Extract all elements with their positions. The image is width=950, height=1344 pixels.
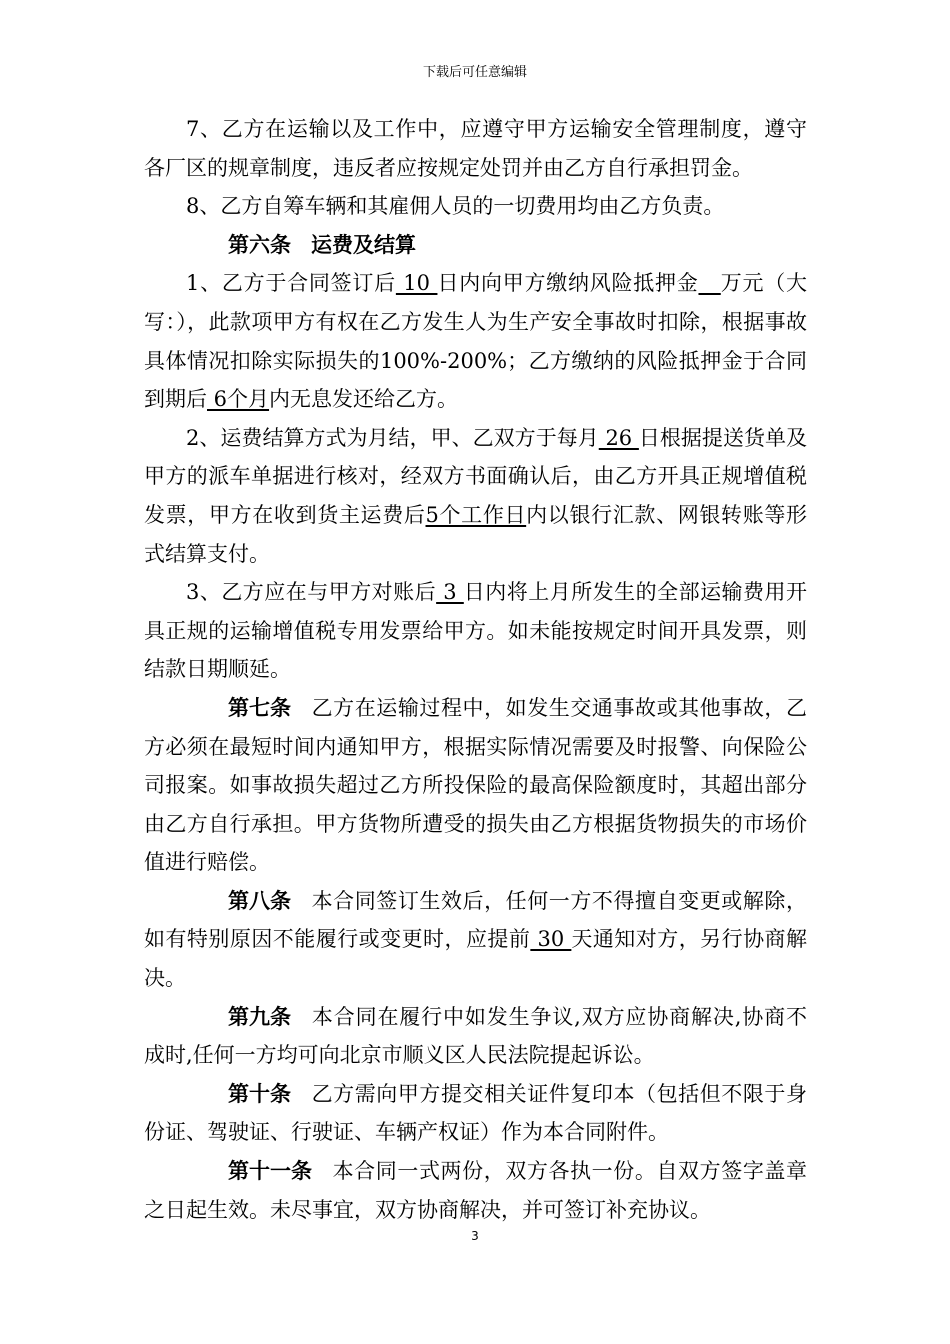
- article-6-heading: [144, 226, 807, 265]
- text-segment: 2、运费结算方式为月结，甲、乙双方于每月: [186, 425, 599, 450]
- article-10-text: 乙方需向甲方提交相关证件复印本（包括但不限于身份证、驾驶证、行驶证、车辆产权证）作为本合同附件。: [144, 1081, 807, 1145]
- article-6-title: 运费及结算: [311, 231, 416, 257]
- article-8: [144, 882, 807, 998]
- text-segment: 日根据提送货单及甲方的派车单据进行核对，经双方书面确认后，由乙方开具正规增值税发票，甲方在收到货主运费后: [144, 425, 808, 527]
- page-header: 下载后可任意编辑: [422, 65, 527, 80]
- article-10-label: 第十条: [228, 1080, 291, 1106]
- article-7: [144, 689, 807, 882]
- clause-7: 7、乙方在运输以及工作中，应遵守甲方运输安全管理制度，遵守各厂区的规章制度，违反者应按规定处罚并由乙方自行承担罚金。: [144, 117, 807, 180]
- text-segment: 天通知对方，另行协商解决。: [144, 927, 808, 991]
- invoice-days-blank: 3: [436, 580, 464, 605]
- settlement-day-blank: 26: [598, 425, 639, 450]
- article-9-label: 第九条: [228, 1003, 291, 1029]
- article-6-label: 第六条: [228, 231, 291, 257]
- article-11-label: 第十一条: [228, 1158, 312, 1184]
- contract-body: [144, 110, 807, 1229]
- deposit-amount-blank: [698, 271, 720, 295]
- payment-workdays-blank: 5个工作日: [425, 502, 527, 527]
- text-segment: 内以银行汇款、网银转账等形式结算支付。: [144, 502, 808, 566]
- clause-8: 8、乙方自筹车辆和其雇佣人员的一切费用均由乙方负责。: [186, 194, 725, 219]
- article-9: [144, 998, 807, 1075]
- article-9-text: 本合同在履行中如发生争议,双方应协商解决,协商不成时,任何一方均可向北京市顺义区人民法院提起诉讼。: [144, 1004, 807, 1068]
- text-segment: 内无息发还给乙方。: [269, 387, 459, 412]
- text-segment: 万元（大写：），此款项甲方有权在乙方发生人为生产安全事故时扣除，根据事故具体情况扣除实际损失的100%-200%；乙方缴纳的风险抵押金于合同到期后: [144, 271, 808, 412]
- article-11: [144, 1152, 807, 1229]
- text-segment: 3、乙方应在与甲方对账后: [186, 580, 437, 605]
- refund-period-blank: 6个月: [207, 387, 270, 412]
- article-6-clause-3: [144, 573, 807, 689]
- page-number: 3: [471, 1229, 479, 1243]
- deposit-days-blank: 10: [395, 271, 438, 296]
- text-segment: 日内将上月所发生的全部运输费用开具正规的运输增值税专用发票给甲方。如未能按规定时间开具发票，则结款日期顺延。: [144, 580, 807, 682]
- article-7-text: 乙方在运输过程中，如发生交通事故或其他事故，乙方必须在最短时间内通知甲方，根据实际情况需要及时报警、向保险公司报案。如事故损失超过乙方所投保险的最高保险额度时，其超出部分由乙方自行承担。甲方货物所遭受的损失由乙方根据货物损失的市场价值进行赔偿。: [144, 695, 807, 875]
- article-7-label: 第七条: [228, 694, 291, 720]
- text-segment: 本合同签订生效后，任何一方不得擅自变更或解除，如有特别原因不能履行或变更时，应提前: [144, 888, 807, 952]
- text-segment: 1、乙方于合同签订后: [186, 271, 396, 296]
- article-11-text: 本合同一式两份，双方各执一份。自双方签字盖章之日起生效。未尽事宜，双方协商解决，并可签订补充协议。: [144, 1159, 807, 1222]
- article-8-label: 第八条: [228, 887, 291, 913]
- article-10: [144, 1075, 807, 1152]
- article-6-clause-1: [144, 264, 807, 418]
- article-6-clause-2: [144, 419, 807, 573]
- text-segment: 日内向甲方缴纳风险抵押金: [437, 271, 699, 296]
- notice-days-blank: 30: [530, 927, 572, 952]
